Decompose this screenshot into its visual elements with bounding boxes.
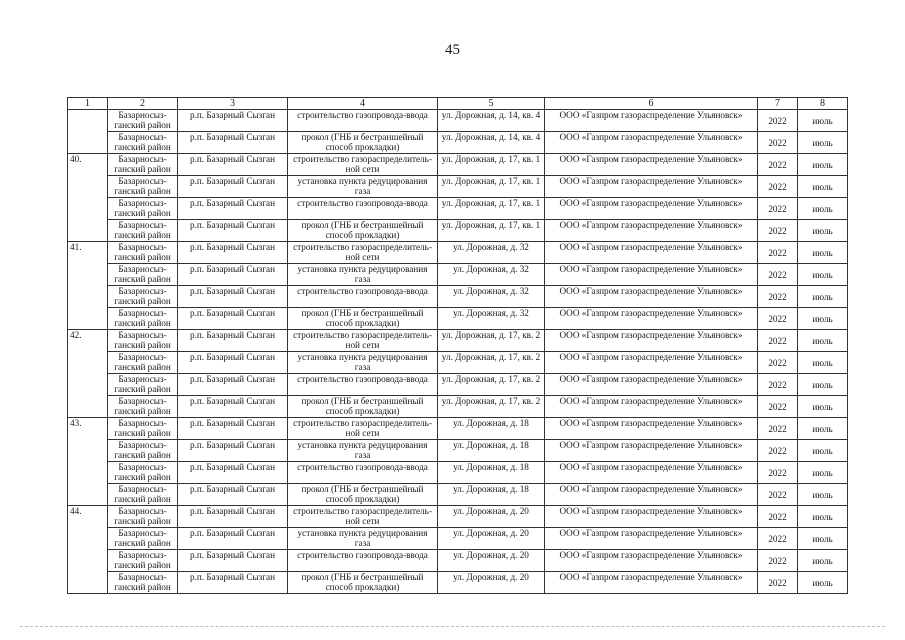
month-cell: июль	[798, 440, 848, 462]
year-cell: 2022	[758, 308, 798, 330]
district-cell: Базарносыз-ганский район	[108, 396, 178, 418]
organization-cell: ООО «Газпром газораспределение Ульяновск»	[545, 220, 758, 242]
organization-cell: ООО «Газпром газораспределение Ульяновск»	[545, 528, 758, 550]
district-cell: Базарносыз-ганский район	[108, 198, 178, 220]
year-cell: 2022	[758, 220, 798, 242]
work-type-cell: строительство газораспределитель-ной сети	[288, 418, 438, 440]
settlement-cell: р.п. Базарный Сызган	[178, 132, 288, 154]
district-cell: Базарносыз-ганский район	[108, 330, 178, 352]
table-row	[68, 352, 848, 374]
settlement-cell: р.п. Базарный Сызган	[178, 308, 288, 330]
year-cell: 2022	[758, 198, 798, 220]
district-cell: Базарносыз-ганский район	[108, 110, 178, 132]
year-cell: 2022	[758, 440, 798, 462]
district-cell: Базарносыз-ганский район	[108, 528, 178, 550]
district-cell: Базарносыз-ганский район	[108, 220, 178, 242]
year-cell: 2022	[758, 132, 798, 154]
work-type-cell: строительство газораспределитель-ной сети	[288, 154, 438, 176]
table-row	[68, 462, 848, 484]
year-cell: 2022	[758, 484, 798, 506]
work-type-cell: установка пункта редуцирования газа	[288, 352, 438, 374]
settlement-cell: р.п. Базарный Сызган	[178, 506, 288, 528]
settlement-cell: р.п. Базарный Сызган	[178, 462, 288, 484]
organization-cell: ООО «Газпром газораспределение Ульяновск»	[545, 154, 758, 176]
settlement-cell: р.п. Базарный Сызган	[178, 396, 288, 418]
work-type-cell: строительство газопровода-ввода	[288, 110, 438, 132]
work-type-cell: строительство газораспределитель-ной сети	[288, 506, 438, 528]
address-cell: ул. Дорожная, д. 32	[438, 308, 545, 330]
organization-cell: ООО «Газпром газораспределение Ульяновск»	[545, 506, 758, 528]
address-cell: ул. Дорожная, д. 14, кв. 4	[438, 132, 545, 154]
month-cell: июль	[798, 264, 848, 286]
address-cell: ул. Дорожная, д. 32	[438, 242, 545, 264]
address-cell: ул. Дорожная, д. 18	[438, 484, 545, 506]
year-cell: 2022	[758, 506, 798, 528]
settlement-cell: р.п. Базарный Сызган	[178, 572, 288, 594]
organization-cell: ООО «Газпром газораспределение Ульяновск»	[545, 176, 758, 198]
work-type-cell: строительство газопровода-ввода	[288, 462, 438, 484]
district-cell: Базарносыз-ганский район	[108, 352, 178, 374]
month-cell: июль	[798, 242, 848, 264]
work-type-cell: прокол (ГНБ и бестраншейный способ прокладки)	[288, 132, 438, 154]
district-cell: Базарносыз-ганский район	[108, 418, 178, 440]
settlement-cell: р.п. Базарный Сызган	[178, 264, 288, 286]
organization-cell: ООО «Газпром газораспределение Ульяновск»	[545, 572, 758, 594]
district-cell: Базарносыз-ганский район	[108, 176, 178, 198]
table-row	[68, 396, 848, 418]
row-number-cell	[68, 308, 108, 330]
address-cell: ул. Дорожная, д. 18	[438, 462, 545, 484]
row-number-cell	[68, 550, 108, 572]
month-cell: июль	[798, 176, 848, 198]
address-cell: ул. Дорожная, д. 17, кв. 2	[438, 352, 545, 374]
settlement-cell: р.п. Базарный Сызган	[178, 220, 288, 242]
month-cell: июль	[798, 198, 848, 220]
year-cell: 2022	[758, 176, 798, 198]
header-cell: 5	[438, 98, 545, 110]
settlement-cell: р.п. Базарный Сызган	[178, 528, 288, 550]
organization-cell: ООО «Газпром газораспределение Ульяновск»	[545, 484, 758, 506]
month-cell: июль	[798, 462, 848, 484]
row-number-cell	[68, 462, 108, 484]
organization-cell: ООО «Газпром газораспределение Ульяновск»	[545, 352, 758, 374]
address-cell: ул. Дорожная, д. 17, кв. 2	[438, 374, 545, 396]
header-cell: 2	[108, 98, 178, 110]
work-type-cell: установка пункта редуцирования газа	[288, 440, 438, 462]
address-cell: ул. Дорожная, д. 17, кв. 1	[438, 220, 545, 242]
settlement-cell: р.п. Базарный Сызган	[178, 550, 288, 572]
header-cell: 3	[178, 98, 288, 110]
year-cell: 2022	[758, 418, 798, 440]
organization-cell: ООО «Газпром газораспределение Ульяновск»	[545, 264, 758, 286]
row-number-cell	[68, 264, 108, 286]
table-row	[68, 572, 848, 594]
settlement-cell: р.п. Базарный Сызган	[178, 440, 288, 462]
district-cell: Базарносыз-ганский район	[108, 572, 178, 594]
row-number-cell	[68, 352, 108, 374]
row-number-cell: 41.	[68, 242, 108, 264]
row-number-cell: 44.	[68, 506, 108, 528]
work-type-cell: строительство газопровода-ввода	[288, 286, 438, 308]
work-type-cell: установка пункта редуцирования газа	[288, 528, 438, 550]
organization-cell: ООО «Газпром газораспределение Ульяновск»	[545, 242, 758, 264]
table-row	[68, 132, 848, 154]
settlement-cell: р.п. Базарный Сызган	[178, 176, 288, 198]
row-number-cell	[68, 132, 108, 154]
table-row	[68, 418, 848, 440]
header-cell: 4	[288, 98, 438, 110]
organization-cell: ООО «Газпром газораспределение Ульяновск»	[545, 396, 758, 418]
work-type-cell: строительство газораспределитель-ной сети	[288, 242, 438, 264]
row-number-cell: 42.	[68, 330, 108, 352]
row-number-cell: 43.	[68, 418, 108, 440]
row-number-cell	[68, 528, 108, 550]
month-cell: июль	[798, 154, 848, 176]
header-cell: 6	[545, 98, 758, 110]
organization-cell: ООО «Газпром газораспределение Ульяновск»	[545, 462, 758, 484]
row-number-cell	[68, 220, 108, 242]
year-cell: 2022	[758, 396, 798, 418]
work-type-cell: прокол (ГНБ и бестраншейный способ прокладки)	[288, 308, 438, 330]
work-type-cell: строительство газопровода-ввода	[288, 550, 438, 572]
district-cell: Базарносыз-ганский район	[108, 506, 178, 528]
settlement-cell: р.п. Базарный Сызган	[178, 352, 288, 374]
settlement-cell: р.п. Базарный Сызган	[178, 110, 288, 132]
month-cell: июль	[798, 528, 848, 550]
address-cell: ул. Дорожная, д. 32	[438, 286, 545, 308]
table-row	[68, 484, 848, 506]
month-cell: июль	[798, 308, 848, 330]
month-cell: июль	[798, 550, 848, 572]
works-table	[67, 97, 848, 594]
month-cell: июль	[798, 286, 848, 308]
address-cell: ул. Дорожная, д. 17, кв. 2	[438, 330, 545, 352]
month-cell: июль	[798, 484, 848, 506]
district-cell: Базарносыз-ганский район	[108, 132, 178, 154]
year-cell: 2022	[758, 462, 798, 484]
work-type-cell: строительство газораспределитель-ной сети	[288, 330, 438, 352]
district-cell: Базарносыз-ганский район	[108, 286, 178, 308]
table-row	[68, 154, 848, 176]
table-row	[68, 220, 848, 242]
month-cell: июль	[798, 110, 848, 132]
month-cell: июль	[798, 572, 848, 594]
organization-cell: ООО «Газпром газораспределение Ульяновск»	[545, 132, 758, 154]
year-cell: 2022	[758, 374, 798, 396]
row-number-cell	[68, 396, 108, 418]
organization-cell: ООО «Газпром газораспределение Ульяновск»	[545, 374, 758, 396]
organization-cell: ООО «Газпром газораспределение Ульяновск»	[545, 198, 758, 220]
address-cell: ул. Дорожная, д. 18	[438, 440, 545, 462]
year-cell: 2022	[758, 154, 798, 176]
district-cell: Базарносыз-ганский район	[108, 550, 178, 572]
scan-edge-divider	[20, 626, 885, 627]
row-number-cell	[68, 198, 108, 220]
settlement-cell: р.п. Базарный Сызган	[178, 374, 288, 396]
address-cell: ул. Дорожная, д. 20	[438, 572, 545, 594]
work-type-cell: строительство газопровода-ввода	[288, 374, 438, 396]
year-cell: 2022	[758, 286, 798, 308]
settlement-cell: р.п. Базарный Сызган	[178, 330, 288, 352]
table-row	[68, 176, 848, 198]
row-number-cell	[68, 286, 108, 308]
work-type-cell: строительство газопровода-ввода	[288, 198, 438, 220]
work-type-cell: установка пункта редуцирования газа	[288, 176, 438, 198]
settlement-cell: р.п. Базарный Сызган	[178, 154, 288, 176]
row-number-cell	[68, 374, 108, 396]
year-cell: 2022	[758, 110, 798, 132]
year-cell: 2022	[758, 528, 798, 550]
row-number-cell	[68, 484, 108, 506]
district-cell: Базарносыз-ганский район	[108, 440, 178, 462]
month-cell: июль	[798, 506, 848, 528]
row-number-cell: 40.	[68, 154, 108, 176]
table-row	[68, 110, 848, 132]
header-cell: 8	[798, 98, 848, 110]
month-cell: июль	[798, 374, 848, 396]
row-number-cell	[68, 440, 108, 462]
district-cell: Базарносыз-ганский район	[108, 242, 178, 264]
work-type-cell: установка пункта редуцирования газа	[288, 264, 438, 286]
address-cell: ул. Дорожная, д. 17, кв. 1	[438, 176, 545, 198]
table-row	[68, 330, 848, 352]
address-cell: ул. Дорожная, д. 20	[438, 506, 545, 528]
settlement-cell: р.п. Базарный Сызган	[178, 484, 288, 506]
work-type-cell: прокол (ГНБ и бестраншейный способ прокладки)	[288, 220, 438, 242]
year-cell: 2022	[758, 264, 798, 286]
table-row	[68, 198, 848, 220]
table-row	[68, 528, 848, 550]
month-cell: июль	[798, 132, 848, 154]
table-row	[68, 242, 848, 264]
page-number: 45	[445, 42, 460, 58]
organization-cell: ООО «Газпром газораспределение Ульяновск»	[545, 418, 758, 440]
district-cell: Базарносыз-ганский район	[108, 154, 178, 176]
header-row	[68, 98, 848, 110]
address-cell: ул. Дорожная, д. 17, кв. 2	[438, 396, 545, 418]
work-type-cell: прокол (ГНБ и бестраншейный способ прокладки)	[288, 396, 438, 418]
month-cell: июль	[798, 330, 848, 352]
table-row	[68, 264, 848, 286]
month-cell: июль	[798, 352, 848, 374]
district-cell: Базарносыз-ганский район	[108, 484, 178, 506]
settlement-cell: р.п. Базарный Сызган	[178, 418, 288, 440]
district-cell: Базарносыз-ганский район	[108, 264, 178, 286]
header-cell: 7	[758, 98, 798, 110]
address-cell: ул. Дорожная, д. 20	[438, 528, 545, 550]
year-cell: 2022	[758, 352, 798, 374]
organization-cell: ООО «Газпром газораспределение Ульяновск»	[545, 330, 758, 352]
year-cell: 2022	[758, 572, 798, 594]
district-cell: Базарносыз-ганский район	[108, 374, 178, 396]
district-cell: Базарносыз-ганский район	[108, 462, 178, 484]
settlement-cell: р.п. Базарный Сызган	[178, 286, 288, 308]
organization-cell: ООО «Газпром газораспределение Ульяновск»	[545, 550, 758, 572]
work-type-cell: прокол (ГНБ и бестраншейный способ прокладки)	[288, 484, 438, 506]
row-number-cell	[68, 110, 108, 132]
organization-cell: ООО «Газпром газораспределение Ульяновск»	[545, 286, 758, 308]
row-number-cell	[68, 176, 108, 198]
address-cell: ул. Дорожная, д. 17, кв. 1	[438, 154, 545, 176]
settlement-cell: р.п. Базарный Сызган	[178, 242, 288, 264]
row-number-cell	[68, 572, 108, 594]
organization-cell: ООО «Газпром газораспределение Ульяновск»	[545, 110, 758, 132]
address-cell: ул. Дорожная, д. 17, кв. 1	[438, 198, 545, 220]
year-cell: 2022	[758, 550, 798, 572]
table-row	[68, 506, 848, 528]
address-cell: ул. Дорожная, д. 18	[438, 418, 545, 440]
month-cell: июль	[798, 220, 848, 242]
organization-cell: ООО «Газпром газораспределение Ульяновск»	[545, 440, 758, 462]
table-row	[68, 374, 848, 396]
month-cell: июль	[798, 396, 848, 418]
table-row	[68, 550, 848, 572]
header-cell: 1	[68, 98, 108, 110]
organization-cell: ООО «Газпром газораспределение Ульяновск»	[545, 308, 758, 330]
address-cell: ул. Дорожная, д. 20	[438, 550, 545, 572]
month-cell: июль	[798, 418, 848, 440]
address-cell: ул. Дорожная, д. 32	[438, 264, 545, 286]
table-row	[68, 308, 848, 330]
year-cell: 2022	[758, 330, 798, 352]
table-body	[68, 110, 848, 594]
district-cell: Базарносыз-ганский район	[108, 308, 178, 330]
work-type-cell: прокол (ГНБ и бестраншейный способ прокладки)	[288, 572, 438, 594]
address-cell: ул. Дорожная, д. 14, кв. 4	[438, 110, 545, 132]
settlement-cell: р.п. Базарный Сызган	[178, 198, 288, 220]
year-cell: 2022	[758, 242, 798, 264]
table-row	[68, 440, 848, 462]
table-row	[68, 286, 848, 308]
